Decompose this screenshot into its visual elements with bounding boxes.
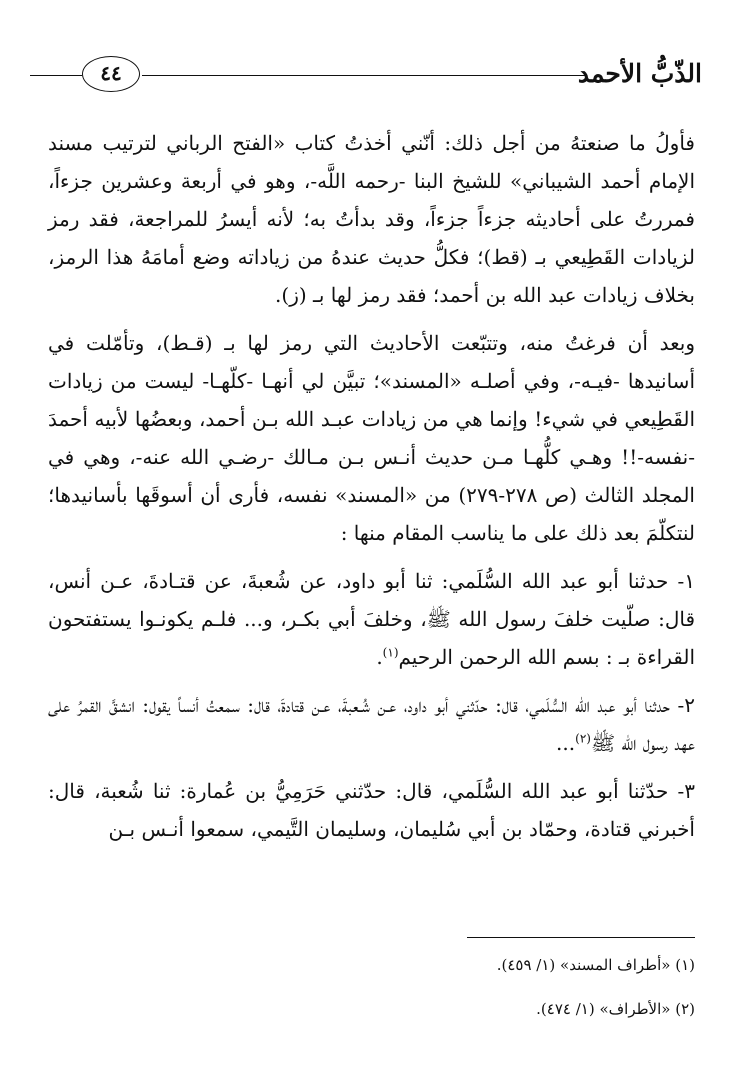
footnote: (١) «أطراف المسند» (١/ ٤٥٩). [496, 956, 695, 974]
paragraph: ٣- حدّثنا أبو عبد الله السُّلَمي، قال: حدّثني حَرَمِيُّ بن عُمارة: ثنا شُعبة، قال: أخبرني قتادة، وحمّاد بن أبي سُليمان، وسليمان التَّيمي، سمعوا أنـس بـن [48, 779, 695, 841]
header-rule [142, 75, 586, 76]
paragraph: ٢- حدثنا أبو عبد الله السُّلَمي، قال: حدّثني أبو داود، عـن شُـعبةَ، عـن قتادةَ، قال: سمعتُ أنساً يقول: انشقَّ القمرُ على عهد رسول الله ﷺ$^{(٢)}$... [48, 693, 695, 755]
main-text [48, 124, 695, 848]
page-number: ٤٤ [82, 56, 140, 92]
page-header [30, 55, 702, 95]
footnote-separator [467, 937, 695, 938]
footnotes [48, 952, 695, 1022]
footnote-ref: (١) [382, 645, 399, 660]
footnote-ref: (٢) [575, 731, 591, 746]
paragraph: ١- حدثنا أبو عبد الله السُّلَمي: ثنا أبو داود، عن شُعبةَ، عن قتـادةَ، عـن أنس، قال: صلّيت خلفَ رسول الله ﷺ، وخلفَ أبي بكـر، و... فلـم يكونـوا يستفتحون القراءة بـ : بسم الله الرحمن الرحيم$^{(١)}$. [48, 569, 695, 669]
header-rule-left [30, 75, 82, 76]
footnote: (٢) «الأطراف» (١/ ٤٧٤). [536, 1000, 695, 1018]
paragraph: وبعد أن فرغتُ منه، وتتبّعت الأحاديث التي رمز لها بـ (قـط)، وتأمّلت في أسانيدها -فيـه-، وفي أصلـه «المسند»؛ تبيَّن لي أنهـا -كلّهـا- ليست من زيادات القَطِيعي في شيء! وإنما هي من زيادات عبـد الله بـن أحمد، وبعضُها لأبيه أحمدَ -نفسه-!! وهـي كلُّهـا مـن حديث أنـس بـن مـالك -رضـي الله عنه-، وهي في المجلد الثالث (ص ٢٧٨-٢٧٩) من «المسند» نفسه، فأرى أن أسوقَها بأسانيدها؛ لنتكلّمَ بعد ذلك على ما يناسب المقام منها : [48, 331, 695, 545]
book-title: الذّبُّ الأحمد [577, 59, 702, 88]
paragraph: فأولُ ما صنعتهُ من أجل ذلك: أنّني أخذتُ كتاب «الفتح الرباني لترتيب مسند الإمام أحمد الشيباني» للشيخ البنا -رحمه اللَّه-، وهو في أربعة وعشرين جزءاً، فمررتُ على أحاديثه جزءاً جزءاً، وقد بدأتُ به؛ لأنه أيسرُ للمراجعة، فقد رمز لزيادات القَطِيعي بـ (قط)؛ فكلُّ حديث عندهُ من زياداته وضع أمامَهُ هذا الرمز، بخلاف زيادات عبد الله بن أحمد؛ فقد رمز لها بـ (ز). [48, 131, 695, 307]
